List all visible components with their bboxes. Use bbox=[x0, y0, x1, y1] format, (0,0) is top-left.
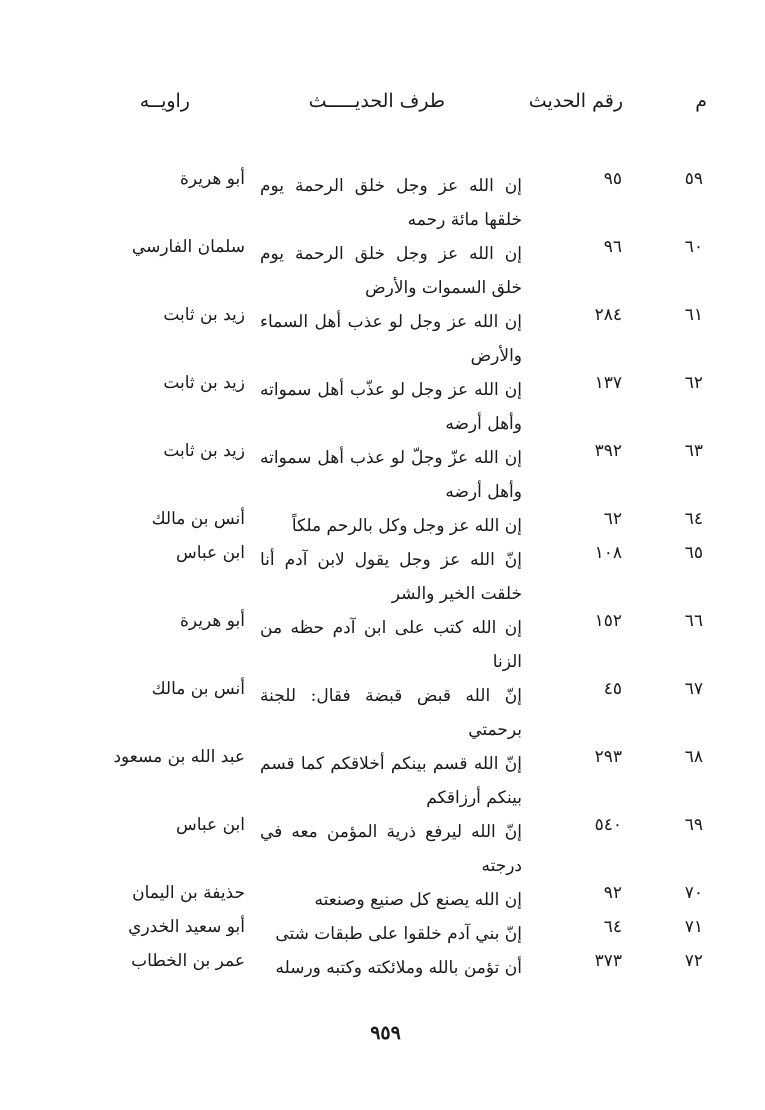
header-hadith-text: طرف الحديـــــث bbox=[308, 90, 445, 112]
table-row bbox=[0, 607, 765, 675]
hadith-text: إن الله عز وجل خلق الرحمة يوم خلقها مائة رحمه bbox=[260, 176, 522, 230]
hadith-table bbox=[0, 165, 765, 981]
hadith-number: ٩٥ bbox=[603, 169, 622, 189]
row-number: ٧٠ bbox=[684, 883, 703, 903]
hadith-number: ٣٧٣ bbox=[594, 951, 622, 971]
table-row bbox=[0, 947, 765, 981]
hadith-text: إنّ بني آدم خلقوا على طبقات شتى bbox=[275, 924, 522, 944]
hadith-text: إنّ الله قبض قبضة فقال: للجنة برحمتي bbox=[260, 686, 522, 740]
hadith-text: إنّ الله قسم بينكم أخلاقكم كما قسم بينكم أرزاقكم bbox=[260, 754, 522, 808]
narrator: زيد بن ثابت bbox=[163, 305, 245, 325]
hadith-text: إن الله عز وجل لو عذب أهل السماء والأرض bbox=[260, 312, 522, 366]
table-row bbox=[0, 539, 765, 607]
hadith-number: ٩٢ bbox=[603, 883, 622, 903]
narrator: زيد بن ثابت bbox=[163, 441, 245, 461]
table-row bbox=[0, 913, 765, 947]
hadith-number: ٢٨٤ bbox=[594, 305, 622, 325]
table-row bbox=[0, 743, 765, 811]
narrator: أبو هريرة bbox=[179, 611, 245, 631]
narrator: أبو سعيد الخدري bbox=[128, 917, 245, 937]
hadith-text: إن الله عز وجل وكل بالرحم ملكاً bbox=[291, 516, 522, 536]
row-number: ٦٨ bbox=[684, 747, 703, 767]
page-number-footer bbox=[0, 1022, 765, 1044]
row-number: ٦٤ bbox=[684, 509, 703, 529]
row-number: ٥٩ bbox=[684, 169, 703, 189]
row-number: ٦١ bbox=[684, 305, 703, 325]
table-row bbox=[0, 675, 765, 743]
hadith-text: إن الله عزّ وجلّ لو عذب أهل سمواته وأهل أرضه bbox=[260, 448, 522, 502]
narrator: أنس بن مالك bbox=[151, 509, 245, 529]
table-row bbox=[0, 437, 765, 505]
table-row bbox=[0, 233, 765, 301]
table-row bbox=[0, 811, 765, 879]
header-hadith-number: رقم الحديث bbox=[528, 90, 623, 112]
hadith-text: أن تؤمن بالله وملائكته وكتبه ورسله bbox=[275, 958, 522, 978]
hadith-text: إن الله عز وجل خلق الرحمة يوم خلق السموات والأرض bbox=[260, 244, 522, 298]
narrator: أنس بن مالك bbox=[151, 679, 245, 699]
hadith-number: ٥٤٠ bbox=[594, 815, 622, 835]
header-narrator: راويــه bbox=[139, 90, 190, 112]
hadith-number: ٦٢ bbox=[603, 509, 622, 529]
narrator: ابن عباس bbox=[175, 815, 245, 835]
hadith-number: ٩٦ bbox=[603, 237, 622, 257]
row-number: ٦٦ bbox=[684, 611, 703, 631]
narrator: زيد بن ثابت bbox=[163, 373, 245, 393]
narrator: حذيفة بن اليمان bbox=[132, 883, 245, 903]
table-row bbox=[0, 165, 765, 233]
hadith-text: إن الله عز وجل لو عذّب أهل سمواته وأهل أرضه bbox=[260, 380, 522, 434]
hadith-text: إنّ الله عز وجل يقول لابن آدم أنا خلقت الخير والشر bbox=[260, 550, 522, 604]
narrator: أبو هريرة bbox=[179, 169, 245, 189]
row-number: ٧٢ bbox=[684, 951, 703, 971]
table-row bbox=[0, 505, 765, 539]
row-number: ٦٥ bbox=[684, 543, 703, 563]
narrator: سلمان الفارسي bbox=[131, 237, 245, 257]
row-number: ٦٢ bbox=[684, 373, 703, 393]
hadith-number: ٣٩٢ bbox=[594, 441, 622, 461]
table-row bbox=[0, 369, 765, 437]
narrator: عمر بن الخطاب bbox=[131, 951, 245, 971]
row-number: ٦٣ bbox=[684, 441, 703, 461]
header-number: م bbox=[695, 90, 707, 112]
hadith-text: إن الله يصنع كل صنيع وصنعته bbox=[314, 890, 522, 910]
hadith-number: ١٠٨ bbox=[594, 543, 622, 563]
narrator: ابن عباس bbox=[175, 543, 245, 563]
hadith-text: إنّ الله ليرفع ذرية المؤمن معه في درجته bbox=[260, 822, 522, 876]
hadith-number: ١٣٧ bbox=[594, 373, 622, 393]
page-number: ٩٥٩ bbox=[370, 1022, 401, 1044]
hadith-number: ٦٤ bbox=[603, 917, 622, 937]
hadith-number: ٤٥ bbox=[603, 679, 622, 699]
hadith-number: ٢٩٣ bbox=[594, 747, 622, 767]
table-row bbox=[0, 301, 765, 369]
table-row bbox=[0, 879, 765, 913]
row-number: ٧١ bbox=[684, 917, 703, 937]
row-number: ٦٩ bbox=[684, 815, 703, 835]
row-number: ٦٠ bbox=[684, 237, 703, 257]
row-number: ٦٧ bbox=[684, 679, 703, 699]
hadith-number: ١٥٢ bbox=[594, 611, 622, 631]
table-header bbox=[0, 90, 765, 120]
narrator: عبد الله بن مسعود bbox=[113, 747, 245, 767]
hadith-text: إن الله كتب على ابن آدم حظه من الزنا bbox=[260, 618, 522, 672]
